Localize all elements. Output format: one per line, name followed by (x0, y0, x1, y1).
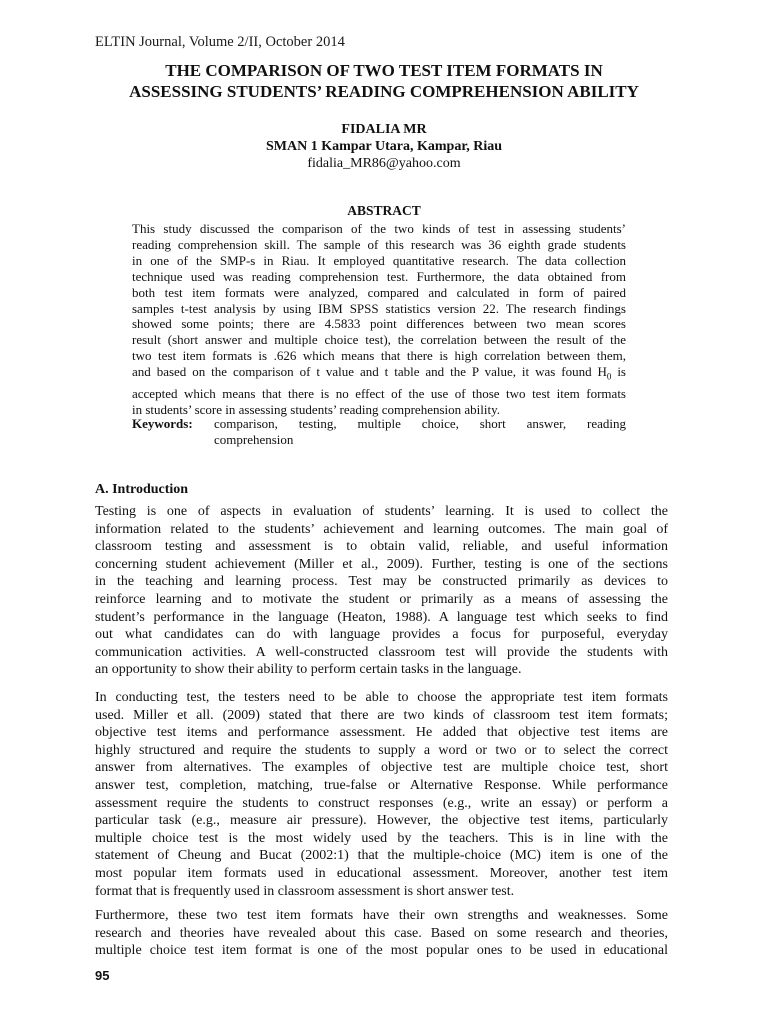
paragraph-line: used. Miller et all. (2009) stated that there are two kinds of classroom test item formats; (95, 707, 668, 723)
keywords-list (214, 416, 626, 448)
abstract-line-h0 (132, 364, 626, 386)
paragraph-line: particular task (e.g., measure air pressure). However, the objective test items, particularly (95, 813, 668, 829)
abstract-line: two test item formats is .626 which means that there is high correlation between them, (132, 348, 626, 364)
title-line-1: THE COMPARISON OF TWO TEST ITEM FORMATS IN (165, 61, 603, 80)
author-name: FIDALIA MR (341, 122, 427, 137)
paragraph-3 (95, 907, 668, 960)
paragraph-line: Testing is one of aspects in evaluation of students’ learning. It is used to collect the (95, 504, 668, 519)
paragraph-line: communication activities. A well-constructed classroom test will provide the students with (95, 644, 668, 660)
abstract-line: showed some points; there are 4.5833 point differences between two mean scores (132, 316, 626, 332)
abstract-line: accepted which means that there is no effect of the use of those two test item formats (132, 385, 626, 401)
paragraph-line: an opportunity to show their ability to perform certain tasks in the language. (95, 662, 522, 678)
abstract-line: in one of the SMP-s in Riau. It employed quantitative research. The data collection (132, 252, 626, 268)
abstract-line: reading comprehension skill. The sample of this research was 36 eighth grade students (132, 236, 626, 252)
paragraph-line: multiple choice test is the most widely used by the teachers. This is in line with the (95, 830, 668, 846)
paragraph-line: classroom testing and assessment is to obtain valid, reliable, and useful information (95, 539, 668, 555)
paragraph-line: out what candidates can do with language provides a focus for purposeful, everyday (95, 627, 668, 643)
paragraph-line: research and theories have revealed about this case. Based on some research and theories, (95, 925, 668, 941)
author-affiliation: SMAN 1 Kampar Utara, Kampar, Riau (265, 139, 503, 154)
paragraph-line: statement of Cheung and Bucat (2002:1) that the multiple-choice (MC) item is one of the (95, 848, 668, 864)
abstract-body (132, 221, 626, 417)
keywords-label: Keywords: (132, 416, 193, 431)
keywords-line-2: comprehension (214, 431, 294, 447)
paragraph-1 (95, 503, 668, 679)
paragraph-line: highly structured and require the students to supply a word or two or to select the correct (95, 742, 668, 758)
paragraph-line: In conducting test, the testers need to be able to choose the appropriate test item formats (95, 690, 668, 705)
paragraph-line: information related to the students’ achievement and learning outcomes. The main goal of (95, 521, 668, 537)
abstract-line-text: and based on the comparison of t value and t table and the P value, it was found H (132, 364, 607, 380)
keywords (132, 416, 626, 448)
paragraph-line: answer test, completion, matching, true-false or Alternative Response. While performance (95, 777, 668, 793)
h0-subscript: 0 (606, 371, 612, 382)
paragraph-line: multiple choice test item format is one of the most popular ones to be used in educational (95, 943, 668, 959)
title-line-2: ASSESSING STUDENTS’ READING COMPREHENSION ABILITY (129, 82, 639, 101)
paragraph-2 (95, 689, 668, 900)
abstract-heading: ABSTRACT (347, 203, 421, 218)
author-email[interactable]: fidalia_MR86@yahoo.com (307, 156, 461, 171)
paragraph-line: Furthermore, these two test item formats have their own strengths and weaknesses. Some (95, 908, 668, 923)
paragraph-line: objective test items and performance assessment. He added that objective test items are (95, 725, 668, 741)
section-heading: A. Introduction (95, 482, 189, 497)
paragraph-line: most popular item formats used in educational assessment. Moreover, another test item (95, 865, 668, 881)
paragraph-line: format that is frequently used in classroom assessment is short answer test. (95, 883, 515, 899)
abstract-line: result (short answer and multiple choice test), the correlation between the result of the (132, 332, 626, 348)
abstract-line: in students’ score in assessing students’ reading comprehension ability. (132, 401, 501, 417)
paragraph-line: in the teaching and learning process. Test may be constructed primarily as devices to (95, 574, 668, 590)
abstract-line: This study discussed the comparison of the two kinds of test in assessing students’ (132, 221, 626, 236)
paragraph-line: concerning student achievement (Miller et al., 2009). Further, testing is one of the sections (95, 556, 668, 572)
abstract-line: samples t-test analysis by using IBM SPSS statistics version 22. The research findings (132, 300, 626, 316)
abstract-line: both test item formats were analyzed, compared and calculated in form of paired (132, 284, 626, 300)
keywords-line-1: comparison, testing, multiple choice, short answer, reading (214, 416, 626, 431)
paragraph-line: assessment require the students to construct responses (e.g., write an essay) or perform a (95, 795, 668, 811)
page-number: 95 (95, 968, 110, 983)
abstract-line: technique used was reading comprehension test. Furthermore, the data obtained from (132, 268, 626, 284)
paragraph-line: answer from alternatives. The examples of objective test are multiple choice test, short (95, 760, 668, 776)
h0-suffix: is (611, 364, 626, 380)
paragraph-line: student’s performance in the language (Heaton, 1988). A language test which seeks to find (95, 609, 668, 625)
paper-title (70, 60, 698, 102)
running-head: ELTIN Journal, Volume 2/II, October 2014 (95, 34, 345, 50)
author-block (70, 121, 698, 172)
paragraph-line: reinforce learning and to motivate the student or primarily as a means of assessing the (95, 591, 668, 607)
